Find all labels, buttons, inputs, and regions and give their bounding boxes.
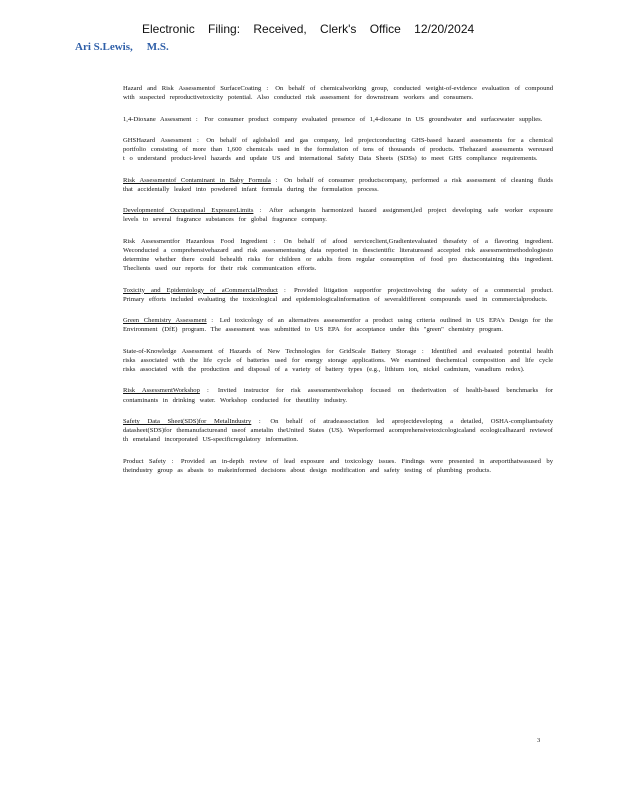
entry-body: On behalf of afood serviceclient,Gradientevaluated thesafety of a flavoring ingredient. Weconducted a comprehensivehazard and risk assessmentusing data reported in thescientific literatureand accepted risk assessmentmethodologiesto determine whether there could behealth risks for children or adults from regular consumption of food pro ductscontaining this ingredient. Theclients used our reports for their risk communication efforts. [123,237,553,273]
entry-title: Safety Data Sheet(SDS)for MetalIndustry [123,418,252,426]
entry-title: GHSHazard Assessment [123,137,192,145]
author-name: Ari S.Lewis, [75,41,133,53]
entry-body: Identified and evaluated potential health risks associated with the life cycle of batteries used for energy storage applications. We examined thechemical composition and life cycle risks associated with the production and disposal of a variety of battery types (e.g., lithium ion, nickel cadmium, vanadium redox). [123,347,553,373]
experience-entry [123,286,553,304]
entry-body: Provided an in-depth review of lead exposure and toxicology issues. Findings were presented in areportthatwasused by theindustry group as abasis to makeinformed decisions about design modification and safety testing of plumbing products. [123,457,554,474]
experience-entry [123,206,553,224]
entry-title: State-of-Knowledge Assessment of Hazards of New Technologies for GridScale Battery Storage [123,347,417,355]
entry-separator: : [206,317,214,325]
experience-entry [123,417,553,444]
experience-entry [123,84,553,102]
experience-entry [123,136,553,163]
entry-separator: : [267,237,276,245]
entry-separator: : [191,137,199,145]
entry-separator: : [270,176,278,184]
experience-entry [123,386,553,404]
entry-title: Risk Assessmentof Contaminant in Baby Formula [123,176,271,184]
entry-separator: : [253,207,262,215]
entry-title: Developmentof Occupational ExposureLimits [123,207,254,215]
entry-title: 1,4-Dioxane Assessment [123,115,192,123]
experience-entry [123,237,553,273]
entry-body: Invited instructor for risk assessmentworkshop focused on thederivation of health-based benchmarks for contaminants in drinking water. Workshop conducted for theutility industry. [123,387,553,404]
entry-separator: : [191,115,198,123]
filing-stamp: Electronic Filing: Received, Clerk's Office 12/20/2024 [142,22,475,36]
entry-body: On behalf of chemicalworking group, conducted weight-of-evidence evaluation of compound with suspected reproductivetoxicity potential. Also conducted risk assessment for downstream workers and consumers. [123,85,553,102]
experience-entry [123,347,553,374]
entry-separator: : [165,457,174,465]
entry-separator: : [261,85,269,92]
entry-body: On behalf of consumer productscompany, performed a risk assessment of cleaning fluids that accidentally leaked into powdered infant formula during the formulation process. [123,176,553,193]
entry-body: Provided litigation supportfor projectinvolving the safety of a commercial product. Primary efforts included evaluating the toxicological and epidemiologicalinformation of severaldifferent compounds used in commercialproducts. [123,286,554,303]
entry-title: Hazard and Risk Assessmentof SurfaceCoating [123,85,262,92]
author-line [75,41,183,53]
entry-title: Green Chemistry Assessment [123,317,207,325]
entry-separator: : [277,286,286,294]
entry-title: Risk Assessmentfor Hazardous Food Ingredient [123,237,268,245]
entry-title: Risk AssessmentWorkshop [123,387,200,395]
entry-title: Product Safety [123,457,166,465]
experience-entry [123,115,553,124]
experience-entry [123,176,553,194]
entry-body: On behalf of atradeassociation led aprojectdeveloping a detailed, OSHA-compliantsafety datasheet(SDS)for themanufactureand useof ametalin theUnited States (US). Weperformed acomprehensivetoxicologicaland ecologicalhazard reviewof th emetaland incorporated US-specificregulatory information. [123,418,554,444]
experience-list [123,84,553,487]
entry-title: Toxicity and Epidemiology of aCommercialProduct [123,286,278,294]
entry-separator: : [416,347,424,355]
page-number: 3 [537,737,541,744]
experience-entry [123,316,553,334]
entry-separator: : [199,387,209,395]
experience-entry [123,457,553,475]
entry-separator: : [251,418,261,426]
entry-body: On behalf of aglobaloil and gas company, led projectconducting GHS-based hazard assessments for a chemical portfolio consisting of more than 1,600 chemicals used in the formulation of tens of thousands of products. Thehazard assessments wereused t o understand product-level hazards and update US and international Safety Data Sheets (SDSs) to meet GHS compliance requirements. [123,137,553,163]
entry-body: Led toxicology of an alternatives assessmentfor a product using criteria outlined in US EPA's Design for the Environment (DfE) program. The assessment was submitted to US EPA for acceptance under this "green" chemistry program. [123,317,553,334]
author-credential: M.S. [146,41,169,53]
entry-body: After achangein harmonized hazard assignment,led project developing safe worker exposure levels to several fragrance substances for global fragrance company. [123,207,553,224]
entry-body: For consumer product company evaluated presence of 1,4-dioxane in US groundwater and surfacewater supplies. [204,115,543,123]
